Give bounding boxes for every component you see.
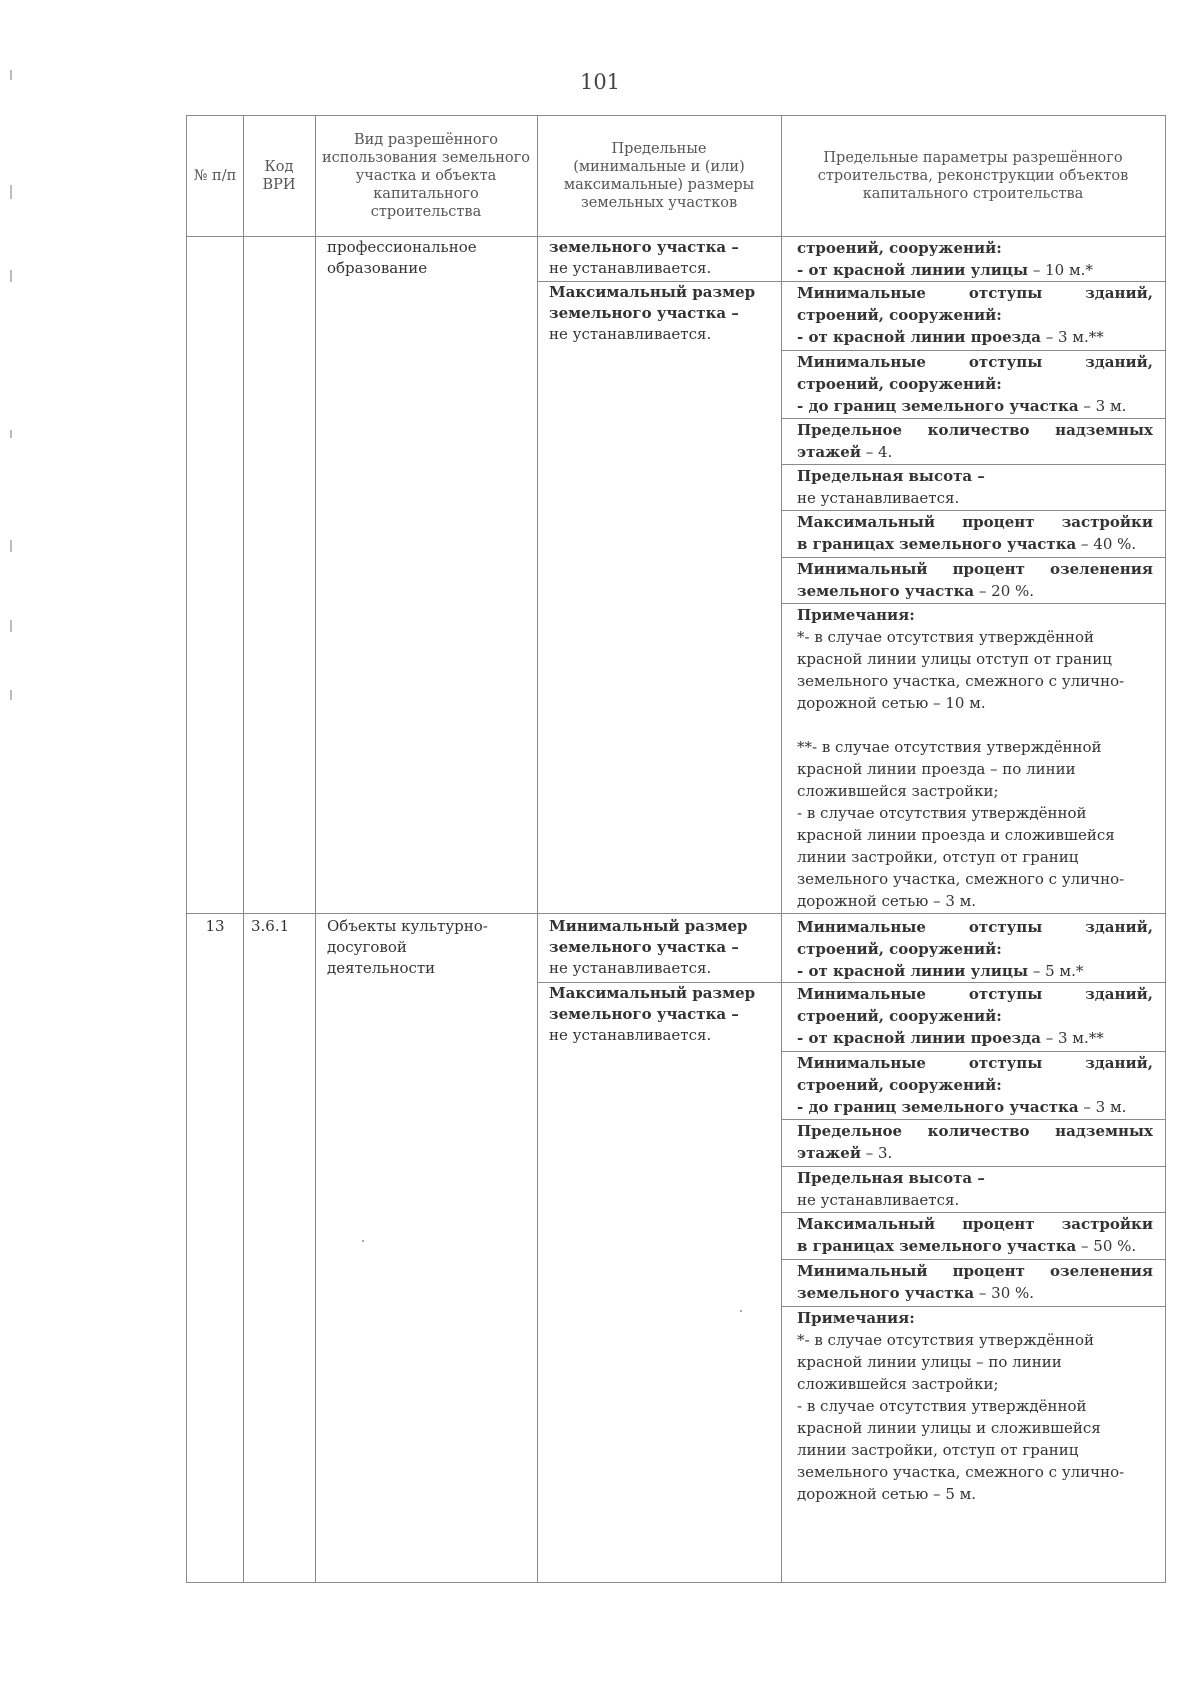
row13-code: 3.6.1 xyxy=(251,917,290,935)
row13-param-greening: Минимальный процент озеленения земельного участка – 30 %. xyxy=(797,1262,1153,1302)
scan-edge-mark xyxy=(10,185,12,199)
regulations-table xyxy=(186,115,1166,1583)
prev-min-size: земельного участка – не устанавливается. xyxy=(549,238,739,277)
prev-notes: Примечания: *- в случае отсутствия утверждённой красной линии улицы отступ от границ земельного участка, смежного с улично- дорожной сетью – 10 м. **- в случае отсутствия утверждённой красной линии проезда – по линии сложившейся застройки; - в случае отсутствия утверждённой красной линии проезда и сложившейся линии застройки, отступ от границ земельного участка, смежного с улично- дорожной сетью – 3 м. xyxy=(797,606,1125,910)
prev-param-height: Предельная высота – не устанавливается. xyxy=(797,467,985,507)
prev-permitted-use: профессиональное образование xyxy=(327,238,477,277)
header-construction-params: Предельные параметры разрешённого строительства, реконструкции объектов капитального строительства xyxy=(817,150,1129,202)
scan-edge-mark xyxy=(10,690,12,700)
row13-param-plot-boundary: Минимальные отступы зданий, строений, сооружений: - до границ земельного участка – 3 м. xyxy=(797,1054,1153,1116)
prev-param-floors: Предельное количество надземных этажей – 4. xyxy=(797,421,1153,461)
scan-speck xyxy=(362,1240,364,1242)
row13-param-height: Предельная высота – не устанавливается. xyxy=(797,1169,985,1209)
prev-param-red-line-street: строений, сооружений: - от красной линии улицы – 10 м.* xyxy=(797,239,1093,279)
header-permitted-use: Вид разрешённого использования земельного участка и объекта капитального строительства xyxy=(322,132,530,220)
scan-speck xyxy=(740,1310,742,1312)
row13-notes: Примечания: *- в случае отсутствия утверждённой красной линии улицы – по линии сложившейся застройки; - в случае отсутствия утверждённой красной линии улицы и сложившейся линии застройки, отступ от границ земельного участка, смежного с улично- дорожной сетью – 5 м. xyxy=(797,1309,1125,1503)
prev-param-greening: Минимальный процент озеленения земельного участка – 20 %. xyxy=(797,560,1153,600)
prev-param-red-line-passage: Минимальные отступы зданий, строений, сооружений: - от красной линии проезда – 3 м.** xyxy=(797,284,1153,346)
scan-edge-mark xyxy=(10,70,12,80)
row13-param-coverage: Максимальный процент застройки в границах земельного участка – 50 %. xyxy=(797,1215,1153,1255)
scan-edge-mark xyxy=(10,540,12,552)
row-divider xyxy=(187,913,1165,914)
row13-param-red-line-street: Минимальные отступы зданий, строений, сооружений: - от красной линии улицы – 5 м.* xyxy=(797,918,1153,980)
row13-param-floors: Предельное количество надземных этажей – 3. xyxy=(797,1122,1153,1162)
prev-param-coverage: Максимальный процент застройки в границах земельного участка – 40 %. xyxy=(797,513,1153,553)
row13-permitted-use: Объекты культурно- досуговой деятельности xyxy=(327,917,488,977)
row13-number: 13 xyxy=(205,917,225,935)
prev-param-plot-boundary: Минимальные отступы зданий, строений, сооружений: - до границ земельного участка – 3 м. xyxy=(797,353,1153,415)
scan-edge-mark xyxy=(10,620,12,632)
header-code: Код ВРИ xyxy=(262,159,296,193)
scan-edge-mark xyxy=(10,430,12,438)
header-plot-size: Предельные (минимальные и (или) максимальные) размеры земельных участков xyxy=(563,141,755,211)
row13-max-size: Максимальный размер земельного участка – не устанавливается. xyxy=(549,984,756,1044)
row13-min-size: Минимальный размер земельного участка – не устанавливается. xyxy=(549,917,748,977)
scan-edge-mark xyxy=(10,270,12,282)
header-number: № п/п xyxy=(193,168,237,184)
page-number: 101 xyxy=(579,70,621,94)
row13-param-red-line-passage: Минимальные отступы зданий, строений, сооружений: - от красной линии проезда – 3 м.** xyxy=(797,985,1153,1047)
prev-max-size: Максимальный размер земельного участка – не устанавливается. xyxy=(549,283,756,343)
